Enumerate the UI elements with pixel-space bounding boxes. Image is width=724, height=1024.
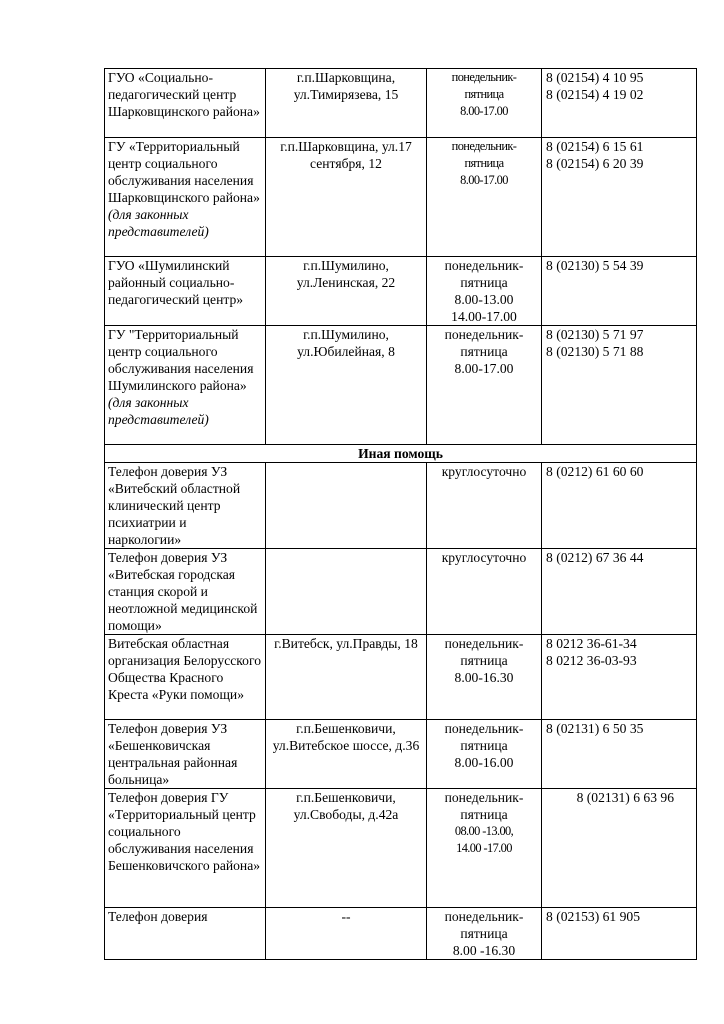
hours-cell: понедельник- пятница 8.00-16.30 xyxy=(427,635,542,720)
table-row xyxy=(105,635,697,720)
address-cell xyxy=(266,463,427,549)
address-cell: г.п.Шарковщина, ул.17 сентября, 12 xyxy=(266,138,427,257)
org-cell: Витебская областная организация Белорусского Общества Красного Креста «Руки помощи» xyxy=(105,635,266,720)
table-row xyxy=(105,138,697,257)
address-cell: -- xyxy=(266,908,427,960)
phone-cell: 8 (02130) 5 71 97 8 (02130) 5 71 88 xyxy=(542,326,697,445)
contacts-table xyxy=(104,68,697,960)
table-row xyxy=(105,463,697,549)
hours-cell: понедельник- пятница 8.00-17.00 xyxy=(427,138,542,257)
org-cell: Телефон доверия ГУ «Территориальный центр социального обслуживания населения Бешенковичского района» xyxy=(105,789,266,908)
hours-cell: понедельник- пятница 8.00 -16.30 xyxy=(427,908,542,960)
table-row xyxy=(105,720,697,789)
phone-cell: 8 (02131) 6 50 35 xyxy=(542,720,697,789)
org-note: (для законных представителей) xyxy=(108,207,209,239)
address-cell xyxy=(266,549,427,635)
table-row xyxy=(105,908,697,960)
org-cell: ГУО «Социально-педагогический центр Шарковщинского района» xyxy=(105,69,266,138)
hours-cell: круглосуточно xyxy=(427,463,542,549)
phone-cell: 8 (0212) 67 36 44 xyxy=(542,549,697,635)
phone-cell: 8 0212 36-61-34 8 0212 36-03-93 xyxy=(542,635,697,720)
phone-cell: 8 (02154) 6 15 61 8 (02154) 6 20 39 xyxy=(542,138,697,257)
org-cell: Телефон доверия xyxy=(105,908,266,960)
address-cell: г.Витебск, ул.Правды, 18 xyxy=(266,635,427,720)
org-cell: ГУО «Шумилинский районный социально-педагогический центр» xyxy=(105,257,266,326)
table-row xyxy=(105,789,697,908)
hours-cell: понедельник- пятница 8.00-17.00 xyxy=(427,69,542,138)
phone-cell: 8 (02130) 5 54 39 xyxy=(542,257,697,326)
phone-cell: 8 (02131) 6 63 96 xyxy=(542,789,697,908)
phone-cell: 8 (0212) 61 60 60 xyxy=(542,463,697,549)
table-row xyxy=(105,549,697,635)
hours-cell: понедельник- пятница 8.00-16.00 xyxy=(427,720,542,789)
phone-cell: 8 (02153) 61 905 xyxy=(542,908,697,960)
org-note: (для законных представителей) xyxy=(108,395,209,427)
hours-cell: понедельник- пятница 08.00 -13.00, 14.00 -17.00 xyxy=(427,789,542,908)
org-cell: Телефон доверия УЗ «Витебский областной клинический центр психиатрии и наркологии» xyxy=(105,463,266,549)
address-cell: г.п.Бешенковичи, ул.Витебское шоссе, д.36 xyxy=(266,720,427,789)
address-cell: г.п.Шумилино, ул.Юбилейная, 8 xyxy=(266,326,427,445)
org-cell: Телефон доверия УЗ «Витебская городская станция скорой и неотложной медицинской помощи» xyxy=(105,549,266,635)
org-cell: ГУ «Территориальный центр социального обслуживания населения Шарковщинского района» (для законных представителей) xyxy=(105,138,266,257)
table-row xyxy=(105,326,697,445)
table-row xyxy=(105,257,697,326)
address-cell: г.п.Бешенковичи, ул.Свободы, д.42а xyxy=(266,789,427,908)
section-title: Иная помощь xyxy=(105,445,697,463)
address-cell: г.п.Шарковщина, ул.Тимирязева, 15 xyxy=(266,69,427,138)
phone-cell: 8 (02154) 4 10 95 8 (02154) 4 19 02 xyxy=(542,69,697,138)
address-cell: г.п.Шумилино, ул.Ленинская, 22 xyxy=(266,257,427,326)
org-cell: ГУ "Территориальный центр социального обслуживания населения Шумилинского района» (для законных представителей) xyxy=(105,326,266,445)
org-cell: Телефон доверия УЗ «Бешенковичская центральная районная больница» xyxy=(105,720,266,789)
hours-cell: круглосуточно xyxy=(427,549,542,635)
table-row xyxy=(105,69,697,138)
hours-cell: понедельник- пятница 8.00-17.00 xyxy=(427,326,542,445)
section-header-row xyxy=(105,445,697,463)
hours-cell: понедельник- пятница 8.00-13.00 14.00-17.00 xyxy=(427,257,542,326)
